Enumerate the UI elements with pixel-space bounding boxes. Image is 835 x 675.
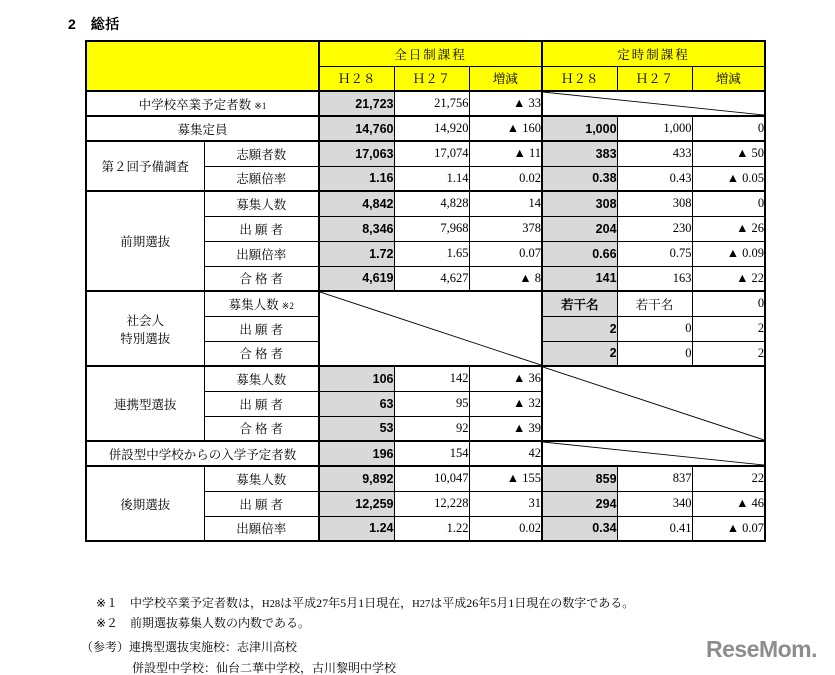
reference-block — [81, 637, 396, 675]
table-row — [86, 366, 765, 391]
cell-fulltime-h27: 10,047 — [394, 466, 469, 491]
cell-fulltime-h27: 154 — [394, 441, 469, 466]
cell-fulltime-h27: 95 — [394, 391, 469, 416]
cell-fulltime-h28: 4,842 — [319, 191, 394, 216]
row-sublabel-successful: 合 格 者 — [204, 416, 319, 441]
footnote-1-part-d: H27 — [412, 599, 431, 610]
row-sublabel-application-ratio: 出願倍率 — [204, 516, 319, 541]
row-sublabel-quota — [204, 291, 319, 316]
cell-fulltime-h28: 1.16 — [319, 166, 394, 191]
row-sublabel-applications: 出 願 者 — [204, 316, 319, 341]
row-label-junior-high-graduates — [86, 91, 319, 116]
cell-fulltime-diff: ▲ 160 — [469, 116, 542, 141]
cell-fulltime-diff: 42 — [469, 441, 542, 466]
cell-parttime-h27: 0.75 — [617, 241, 692, 266]
cell-parttime-struck — [542, 91, 765, 116]
cell-fulltime-h28: 12,259 — [319, 491, 394, 516]
cell-fulltime-h27: 4,627 — [394, 266, 469, 291]
cell-parttime-h28: 0.38 — [542, 166, 617, 191]
cell-fulltime-diff: ▲ 8 — [469, 266, 542, 291]
cell-fulltime-h27: 14,920 — [394, 116, 469, 141]
col-header-fulltime-h27: Ｈ２７ — [394, 66, 469, 91]
footnote-2-body: 前期選抜募集人数の内数である。 — [130, 616, 311, 630]
page-title-text: 総括 — [90, 16, 120, 32]
footnote-1-part-c: は平成27年5月1日現在， — [280, 596, 413, 610]
table-row — [86, 466, 765, 491]
cell-fulltime-h28: 17,063 — [319, 141, 394, 166]
cell-parttime-h28: 308 — [542, 191, 617, 216]
cell-parttime-diff: ▲ 0.05 — [692, 166, 765, 191]
cell-fulltime-h28: 14,760 — [319, 116, 394, 141]
cell-parttime-h27: 0.43 — [617, 166, 692, 191]
row-sublabel-application-ratio: 出願倍率 — [204, 241, 319, 266]
cell-parttime-h27: 340 — [617, 491, 692, 516]
cell-fulltime-h28: 1.72 — [319, 241, 394, 266]
footnote-1-body — [130, 594, 634, 614]
cell-fulltime-h27: 92 — [394, 416, 469, 441]
summary-table — [85, 40, 766, 542]
col-header-fulltime-h28: Ｈ２８ — [319, 66, 394, 91]
table-row — [86, 91, 765, 116]
row-sublabel-quota: 募集人数 — [204, 191, 319, 216]
row-group-label-line2: 特別選抜 — [120, 331, 171, 346]
table-row — [86, 291, 765, 316]
row-sublabel-text: 募集人数 — [228, 297, 279, 312]
cell-parttime-diff: 2 — [692, 341, 765, 366]
cell-parttime-h27: 0.41 — [617, 516, 692, 541]
footnote-1-part-e: は平成26年5月1日現在の数字である。 — [430, 596, 635, 610]
cell-parttime-h27: 163 — [617, 266, 692, 291]
footnotes — [96, 594, 796, 633]
cell-fulltime-diff: ▲ 39 — [469, 416, 542, 441]
cell-parttime-diff: ▲ 22 — [692, 266, 765, 291]
cell-parttime-h28: 204 — [542, 216, 617, 241]
cell-fulltime-h27: 4,828 — [394, 191, 469, 216]
cell-fulltime-diff: ▲ 155 — [469, 466, 542, 491]
row-group-label-linked-selection: 連携型選抜 — [86, 366, 204, 441]
cell-parttime-h28: 141 — [542, 266, 617, 291]
cell-parttime-h28: 1,000 — [542, 116, 617, 141]
row-group-label-working-adult-selection — [86, 291, 204, 366]
cell-parttime-h27: 837 — [617, 466, 692, 491]
cell-parttime-h28: 0.34 — [542, 516, 617, 541]
cell-parttime-diff: ▲ 0.09 — [692, 241, 765, 266]
row-group-label-second-survey: 第２回予備調査 — [86, 141, 204, 191]
row-sublabel-quota: 募集人数 — [204, 466, 319, 491]
row-sublabel-quota: 募集人数 — [204, 366, 319, 391]
cell-parttime-diff: ▲ 0.07 — [692, 516, 765, 541]
cell-fulltime-h27: 21,756 — [394, 91, 469, 116]
cell-fulltime-h27: 7,968 — [394, 216, 469, 241]
table-corner-cell — [86, 41, 319, 91]
cell-fulltime-diff: ▲ 32 — [469, 391, 542, 416]
cell-parttime-h27: 433 — [617, 141, 692, 166]
cell-parttime-diff: ▲ 46 — [692, 491, 765, 516]
cell-parttime-h27: 0 — [617, 341, 692, 366]
row-sublabel-successful: 合 格 者 — [204, 266, 319, 291]
cell-parttime-h27: 230 — [617, 216, 692, 241]
resemom-watermark: ReseMom. — [705, 636, 817, 662]
cell-parttime-h28: 294 — [542, 491, 617, 516]
cell-parttime-h28: 383 — [542, 141, 617, 166]
cell-parttime-diff: 0 — [692, 191, 765, 216]
footnote-mark-2: ※2 — [281, 300, 294, 311]
cell-parttime-h28: 0.66 — [542, 241, 617, 266]
table-row — [86, 191, 765, 216]
cell-fulltime-diff: 0.02 — [469, 516, 542, 541]
col-header-parttime-diff: 増減 — [692, 66, 765, 91]
cell-fulltime-h28: 8,346 — [319, 216, 394, 241]
col-header-parttime-h28: Ｈ２８ — [542, 66, 617, 91]
cell-fulltime-h27: 1.14 — [394, 166, 469, 191]
cell-fulltime-diff: 14 — [469, 191, 542, 216]
cell-parttime-diff: 22 — [692, 466, 765, 491]
col-header-fulltime-diff: 増減 — [469, 66, 542, 91]
reference-line2: 併設型中学校：仙台二華中学校，古川黎明中学校 — [132, 661, 397, 675]
cell-fulltime-struck — [319, 291, 542, 366]
cell-parttime-h28: 859 — [542, 466, 617, 491]
page-title — [68, 14, 120, 34]
cell-fulltime-diff: ▲ 33 — [469, 91, 542, 116]
page-title-number: 2 — [68, 16, 77, 32]
cell-fulltime-diff: 0.07 — [469, 241, 542, 266]
cell-fulltime-h28: 21,723 — [319, 91, 394, 116]
cell-parttime-struck — [542, 366, 765, 441]
row-label-attached-junior-high-entrants: 併設型中学校からの入学予定者数 — [86, 441, 319, 466]
cell-fulltime-h28: 106 — [319, 366, 394, 391]
cell-parttime-h28: 2 — [542, 341, 617, 366]
cell-parttime-h28: 2 — [542, 316, 617, 341]
reference-line1: 連携型選抜実施校：志津川高校 — [129, 640, 298, 654]
summary-table-wrapper — [85, 40, 766, 542]
footnote-1-part-b: H28 — [262, 599, 281, 610]
cell-fulltime-h28: 196 — [319, 441, 394, 466]
cell-fulltime-h28: 63 — [319, 391, 394, 416]
footnote-2 — [96, 614, 796, 633]
cell-fulltime-h28: 53 — [319, 416, 394, 441]
cell-fulltime-h27: 17,074 — [394, 141, 469, 166]
cell-fulltime-h27: 1.65 — [394, 241, 469, 266]
cell-parttime-diff: 2 — [692, 316, 765, 341]
footnote-1-mark: ※１ — [96, 596, 119, 610]
cell-fulltime-diff: 0.02 — [469, 166, 542, 191]
cell-parttime-diff: ▲ 50 — [692, 141, 765, 166]
row-group-label-late-selection: 後期選抜 — [86, 466, 204, 541]
row-sublabel-applications: 出 願 者 — [204, 391, 319, 416]
row-sublabel-applicants: 志願者数 — [204, 141, 319, 166]
footnote-1 — [96, 594, 796, 614]
cell-fulltime-diff: ▲ 11 — [469, 141, 542, 166]
cell-fulltime-diff: ▲ 36 — [469, 366, 542, 391]
cell-fulltime-h28: 9,892 — [319, 466, 394, 491]
cell-parttime-diff: 0 — [692, 291, 765, 316]
row-sublabel-successful: 合 格 者 — [204, 341, 319, 366]
cell-parttime-h27: 308 — [617, 191, 692, 216]
footnote-mark-1: ※1 — [254, 100, 267, 111]
col-header-parttime-h27: Ｈ２７ — [617, 66, 692, 91]
table-row — [86, 441, 765, 466]
cell-parttime-h27: 0 — [617, 316, 692, 341]
cell-parttime-diff: ▲ 26 — [692, 216, 765, 241]
cell-fulltime-h27: 12,228 — [394, 491, 469, 516]
cell-fulltime-h28: 1.24 — [319, 516, 394, 541]
table-row — [86, 141, 765, 166]
cell-parttime-h28: 若干名 — [542, 291, 617, 316]
cell-fulltime-h28: 4,619 — [319, 266, 394, 291]
cell-fulltime-h27: 142 — [394, 366, 469, 391]
row-sublabel-applications: 出 願 者 — [204, 216, 319, 241]
reference-label: （参考） — [81, 640, 130, 654]
cell-parttime-h27: 若干名 — [617, 291, 692, 316]
footnote-1-part-a: 中学校卒業予定者数は， — [130, 596, 263, 610]
cell-parttime-struck — [542, 441, 765, 466]
cell-fulltime-diff: 31 — [469, 491, 542, 516]
row-sublabel-applications: 出 願 者 — [204, 491, 319, 516]
table-header-group-row — [86, 41, 765, 66]
group-header-parttime: 定時制課程 — [542, 41, 765, 66]
row-label-text: 中学校卒業予定者数 — [138, 97, 252, 112]
row-label-capacity: 募集定員 — [86, 116, 319, 141]
cell-parttime-diff: 0 — [692, 116, 765, 141]
group-header-fulltime: 全日制課程 — [319, 41, 542, 66]
cell-parttime-h27: 1,000 — [617, 116, 692, 141]
row-group-label-early-selection: 前期選抜 — [86, 191, 204, 291]
cell-fulltime-h27: 1.22 — [394, 516, 469, 541]
cell-fulltime-diff: 378 — [469, 216, 542, 241]
row-sublabel-applicant-ratio: 志願倍率 — [204, 166, 319, 191]
footnote-2-mark: ※２ — [96, 616, 119, 630]
table-row — [86, 116, 765, 141]
row-group-label-line1: 社会人 — [126, 313, 164, 328]
